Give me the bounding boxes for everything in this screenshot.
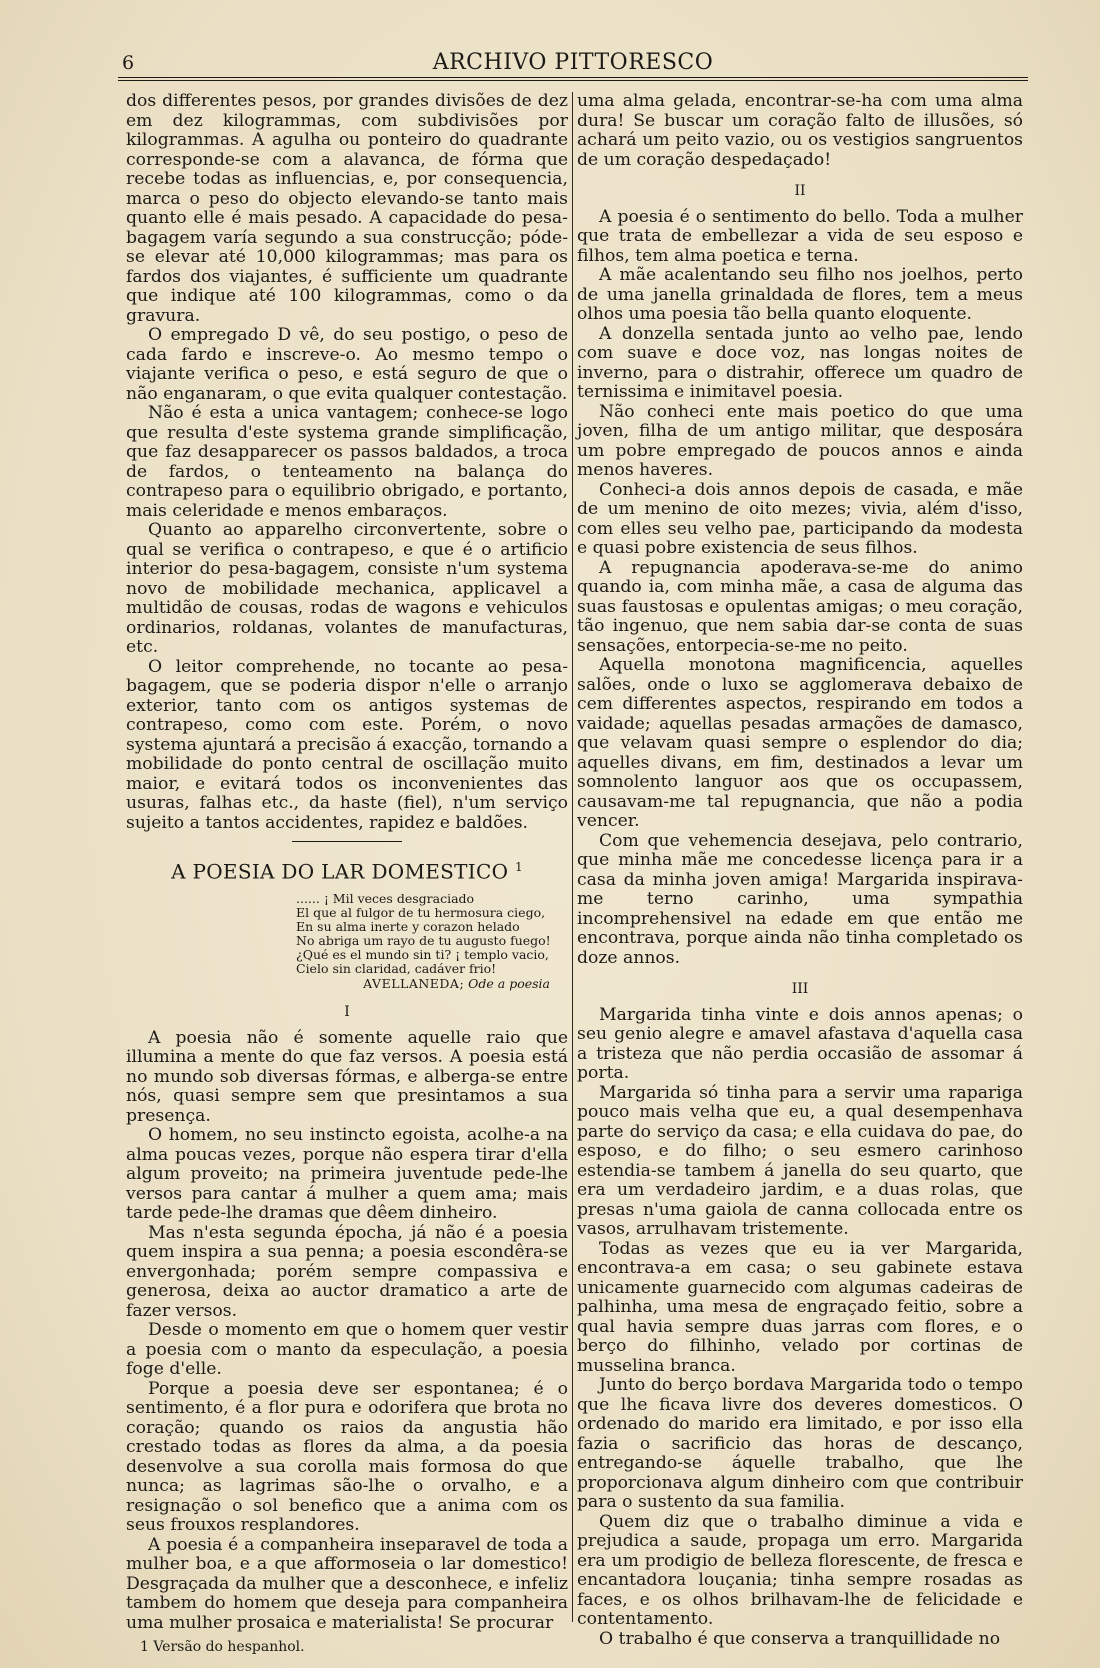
epigraph-line: El que al fulgor de tu hermosura ciego, <box>296 905 546 921</box>
paragraph: Porque a poesia deve ser espontanea; é o sentimento, é a flor pura e odorifera que brota no coração; quando os raios da angustia hão crestado todas as flores da alma, a da poesia desenvolve a sua corolla mais formosa do que nunca; as lagrimas são-lhe o orvalho, e a resignação o sol benefico que a anima com os seus frouxos resplandores. <box>126 1378 568 1536</box>
right-column <box>577 92 1023 1649</box>
paragraph: Margarida só tinha para a servir uma rapariga pouco mais velha que eu, a qual desempenhava parte do serviço da casa; e ella cuidava do pae, do esposo, e do filho; o seu esmero carinhoso estendia-se tambem á janella do seu quarto, que era um verdadeiro jardim, e a duas rolas, que presas n'uma gaiola de canna collocada entre os vasos, arrulhavam tristemente. <box>577 1082 1023 1239</box>
epigraph-line: En su alma inerte y corazon helado <box>296 919 520 935</box>
page-title: ARCHIVO PITTORESCO <box>432 50 714 75</box>
paragraph: O empregado D vê, do seu postigo, o peso de cada fardo e inscreve-o. Ao mesmo tempo o viajante verifica o peso, e está seguro de que o não enganaram, o que evita qualquer contestação. <box>126 325 568 404</box>
paragraph: A donzella sentada junto ao velho pae, lendo com suave e doce voz, nas longas noites de inverno, para o distrahir, offerece um quadro de ternissima e inimitavel poesia. <box>577 323 1023 402</box>
paragraph: Quem diz que o trabalho diminue a vida e prejudica a saude, propaga um erro. Margarida era um prodigio de belleza florescente, de fresca e encantadora louçania; tinha sempre rosadas as faces, e os olhos brilhavam-lhe de felicidade e contentamento. <box>577 1511 1023 1629</box>
epigraph-work: Ode a poesia <box>468 976 550 992</box>
paragraph: Conheci-a dois annos depois de casada, e mãe de um menino de oito mezes; vivia, além d'isso, com elles seu velho pae, participando da modesta e quasi pobre existencia de seus filhos. <box>577 479 1023 558</box>
left-column <box>126 92 568 1656</box>
header-rule <box>118 77 1028 81</box>
section-title <box>126 858 568 882</box>
epigraph-line: No abriga um rayo de tu augusto fuego! <box>296 933 551 949</box>
epigraph-line: ¿Qué es el mundo sin ti? ¡ templo vacio, <box>296 947 549 963</box>
paragraph: Não é esta a unica vantagem; conhece-se logo que resulta d'este systema grande simplificação, que faz desapparecer os passos baldados, a troca de fardos, o tenteamento na balança do contrapeso para o equilibrio obrigado, e portanto, mais celeridade e menos embaraços. <box>126 403 568 521</box>
paragraph: Com que vehemencia desejava, pelo contrario, que minha mãe me concedesse licença para ir a casa da minha joven amiga! Margarida inspirava-me terno carinho, uma sympathia incomprehensivel na edade em que então me encontrava, porque ainda não tinha completado os doze annos. <box>577 830 1023 968</box>
paragraph: A repugnancia apoderava-se-me do animo quando ia, com minha mãe, a casa de alguma das suas faustosas e opulentas amigas; o meu coração, tão ingenuo, que nem sabia dar-se conta de suas sensações, entorpecia-se-me no peito. <box>577 557 1023 656</box>
epigraph-line: Cielo sin claridad, cadáver frio! <box>296 961 497 977</box>
page-header <box>118 46 1028 76</box>
paragraph: Quanto ao apparelho circonvertente, sobre o qual se verifica o contrapeso, e que é o artificio interior do pesa-bagagem, consiste n'um systema novo de mobilidade mechanica, applicavel a multidão de cousas, rodas de wagons e vehiculos ordinarios, roldanas, volantes de manufacturas, etc. <box>126 520 568 657</box>
paragraph: O homem, no seu instincto egoista, acolhe-a na alma poucas vezes, porque não espera tirar d'ella algum proveito; na primeira juventude pede-lhe versos para cantar á mulher a quem ama; mais tarde pede-lhe dramas que dêem dinheiro. <box>126 1125 568 1224</box>
paragraph: Margarida tinha vinte e dois annos apenas; o seu genio alegre e amavel afastava d'aquella casa a tristeza que não perdia occasião de assomar á porta. <box>577 1004 1023 1083</box>
footnote-marker: 1 <box>514 860 523 874</box>
page-number: 6 <box>122 52 135 74</box>
paragraph: dos differentes pesos, por grandes divisões de dez em dez kilogrammas, com subdivisões por kilogrammas. A agulha ou ponteiro do quadrante corresponde-se com a alavanca, de fórma que recebe todas as influencias, e, por consequencia, marca o peso do objecto elevando-se tanto mais quanto elle é mais pesado. A capacidade do pesa-bagagem varía segundo a sua construcção; póde-se elevar até 10,000 kilogrammas; mas para os fardos dos viajantes, é sufficiente um quadrante que indique até 100 kilogrammas, como o da gravura. <box>126 91 568 326</box>
part-numeral: II <box>794 183 806 199</box>
paragraph: A poesia é a companheira inseparavel de toda a mulher boa, e a que afformoseia o lar domestico! Desgraçada da mulher que a desconhece, e infeliz tambem do homem que deseja para companheira uma mulher prosaica e materialista! Se procurar <box>126 1534 568 1633</box>
paragraph: Todas as vezes que eu ia ver Margarida, encontrava-a em casa; o seu gabinete estava unicamente guarnecido com algumas cadeiras de palhinha, uma mesa de engraçado feitio, sobre a qual havia sempre duas jarras com flores, e o berço do filhinho, velado por cortinas de musselina branca. <box>577 1238 1023 1376</box>
column-divider <box>572 92 573 1622</box>
epigraph-attribution <box>296 977 550 991</box>
part-numeral: I <box>344 1004 350 1021</box>
part-numeral: III <box>791 981 809 997</box>
epigraph-author: AVELLANEDA; <box>363 976 465 992</box>
footnote: 1 Versão do hespanhol. <box>140 1639 305 1656</box>
paragraph: uma alma gelada, encontrar-se-ha com uma alma dura! Se buscar um coração falto de illusões, só achará um peito vazio, ou os vestigios sangruentos de um coração despedaçado! <box>577 91 1023 170</box>
epigraph-line: ...... ¡ Mil veces desgraciado <box>296 891 475 907</box>
paragraph: A poesia é o sentimento do bello. Toda a mulher que trata de embellezar a vida de seu esposo e filhos, tem alma poetica e terna. <box>577 206 1023 266</box>
paragraph: Aquella monotona magnificencia, aquelles salões, onde o luxo se agglomerava debaixo de cem differentes aspectos, respirando em todos a vaidade; aquellas pesadas armações de damasco, que velavam quasi sempre o esplendor do dia; aquelles divans, em fim, destinados a levar um somnolento languor aos que os occupassem, causavam-me tal repugnancia, que não a podia vencer. <box>577 655 1023 831</box>
paragraph: Junto do berço bordava Margarida todo o tempo que lhe ficava livre dos deveres domesticos. O ordenado do marido era limitado, e por isso ella fazia o sacrificio das horas de descanço, entregando-se áquelle trabalho, que lhe proporcionava algum dinheiro com que contribuir para o sustento da sua familia. <box>577 1375 1023 1512</box>
section-title-text: A POESIA DO LAR DOMESTICO <box>171 859 509 884</box>
section-rule <box>292 841 402 842</box>
paragraph: Desde o momento em que o homem quer vestir a poesia com o manto da especulação, a poesia foge d'elle. <box>126 1320 568 1380</box>
paragraph: Mas n'esta segunda épocha, já não é a poesia quem inspira a sua penna; a poesia escondêra-se envergonhada; porém sempre compassiva e generosa, deixa ao auctor dramatico a arte de fazer versos. <box>126 1222 568 1321</box>
paragraph: O trabalho é que conserva a tranquillidade no <box>599 1628 1001 1649</box>
paragraph: A mãe acalentando seu filho nos joelhos, perto de uma janella grinaldada de flores, tem a meus olhos uma poesia tão bella quanto eloquente. <box>577 265 1023 324</box>
paragraph: A poesia não é somente aquelle raio que illumina a mente do que faz versos. A poesia está no mundo sob diversas fórmas, e alberga-se entre nós, quasi sempre sem que presintamos a sua presença. <box>126 1027 568 1126</box>
paragraph: O leitor comprehende, no tocante ao pesa-bagagem, que se poderia dispor n'elle o arranjo exterior, tanto com os antigos systemas de contrapeso, como com este. Porém, o novo systema ajuntará a precisão á exacção, tornando a mobilidade do ponto central de oscillação muito maior, e evitará todos os inconvenientes das usuras, falhas etc., da haste (fiel), n'um serviço sujeito a tantos accidentes, rapidez e baldões. <box>126 656 568 833</box>
paragraph: Não conheci ente mais poetico do que uma joven, filha de um antigo militar, que desposára um pobre empregado de poucos annos e ainda menos haveres. <box>577 401 1023 480</box>
epigraph <box>296 892 550 991</box>
